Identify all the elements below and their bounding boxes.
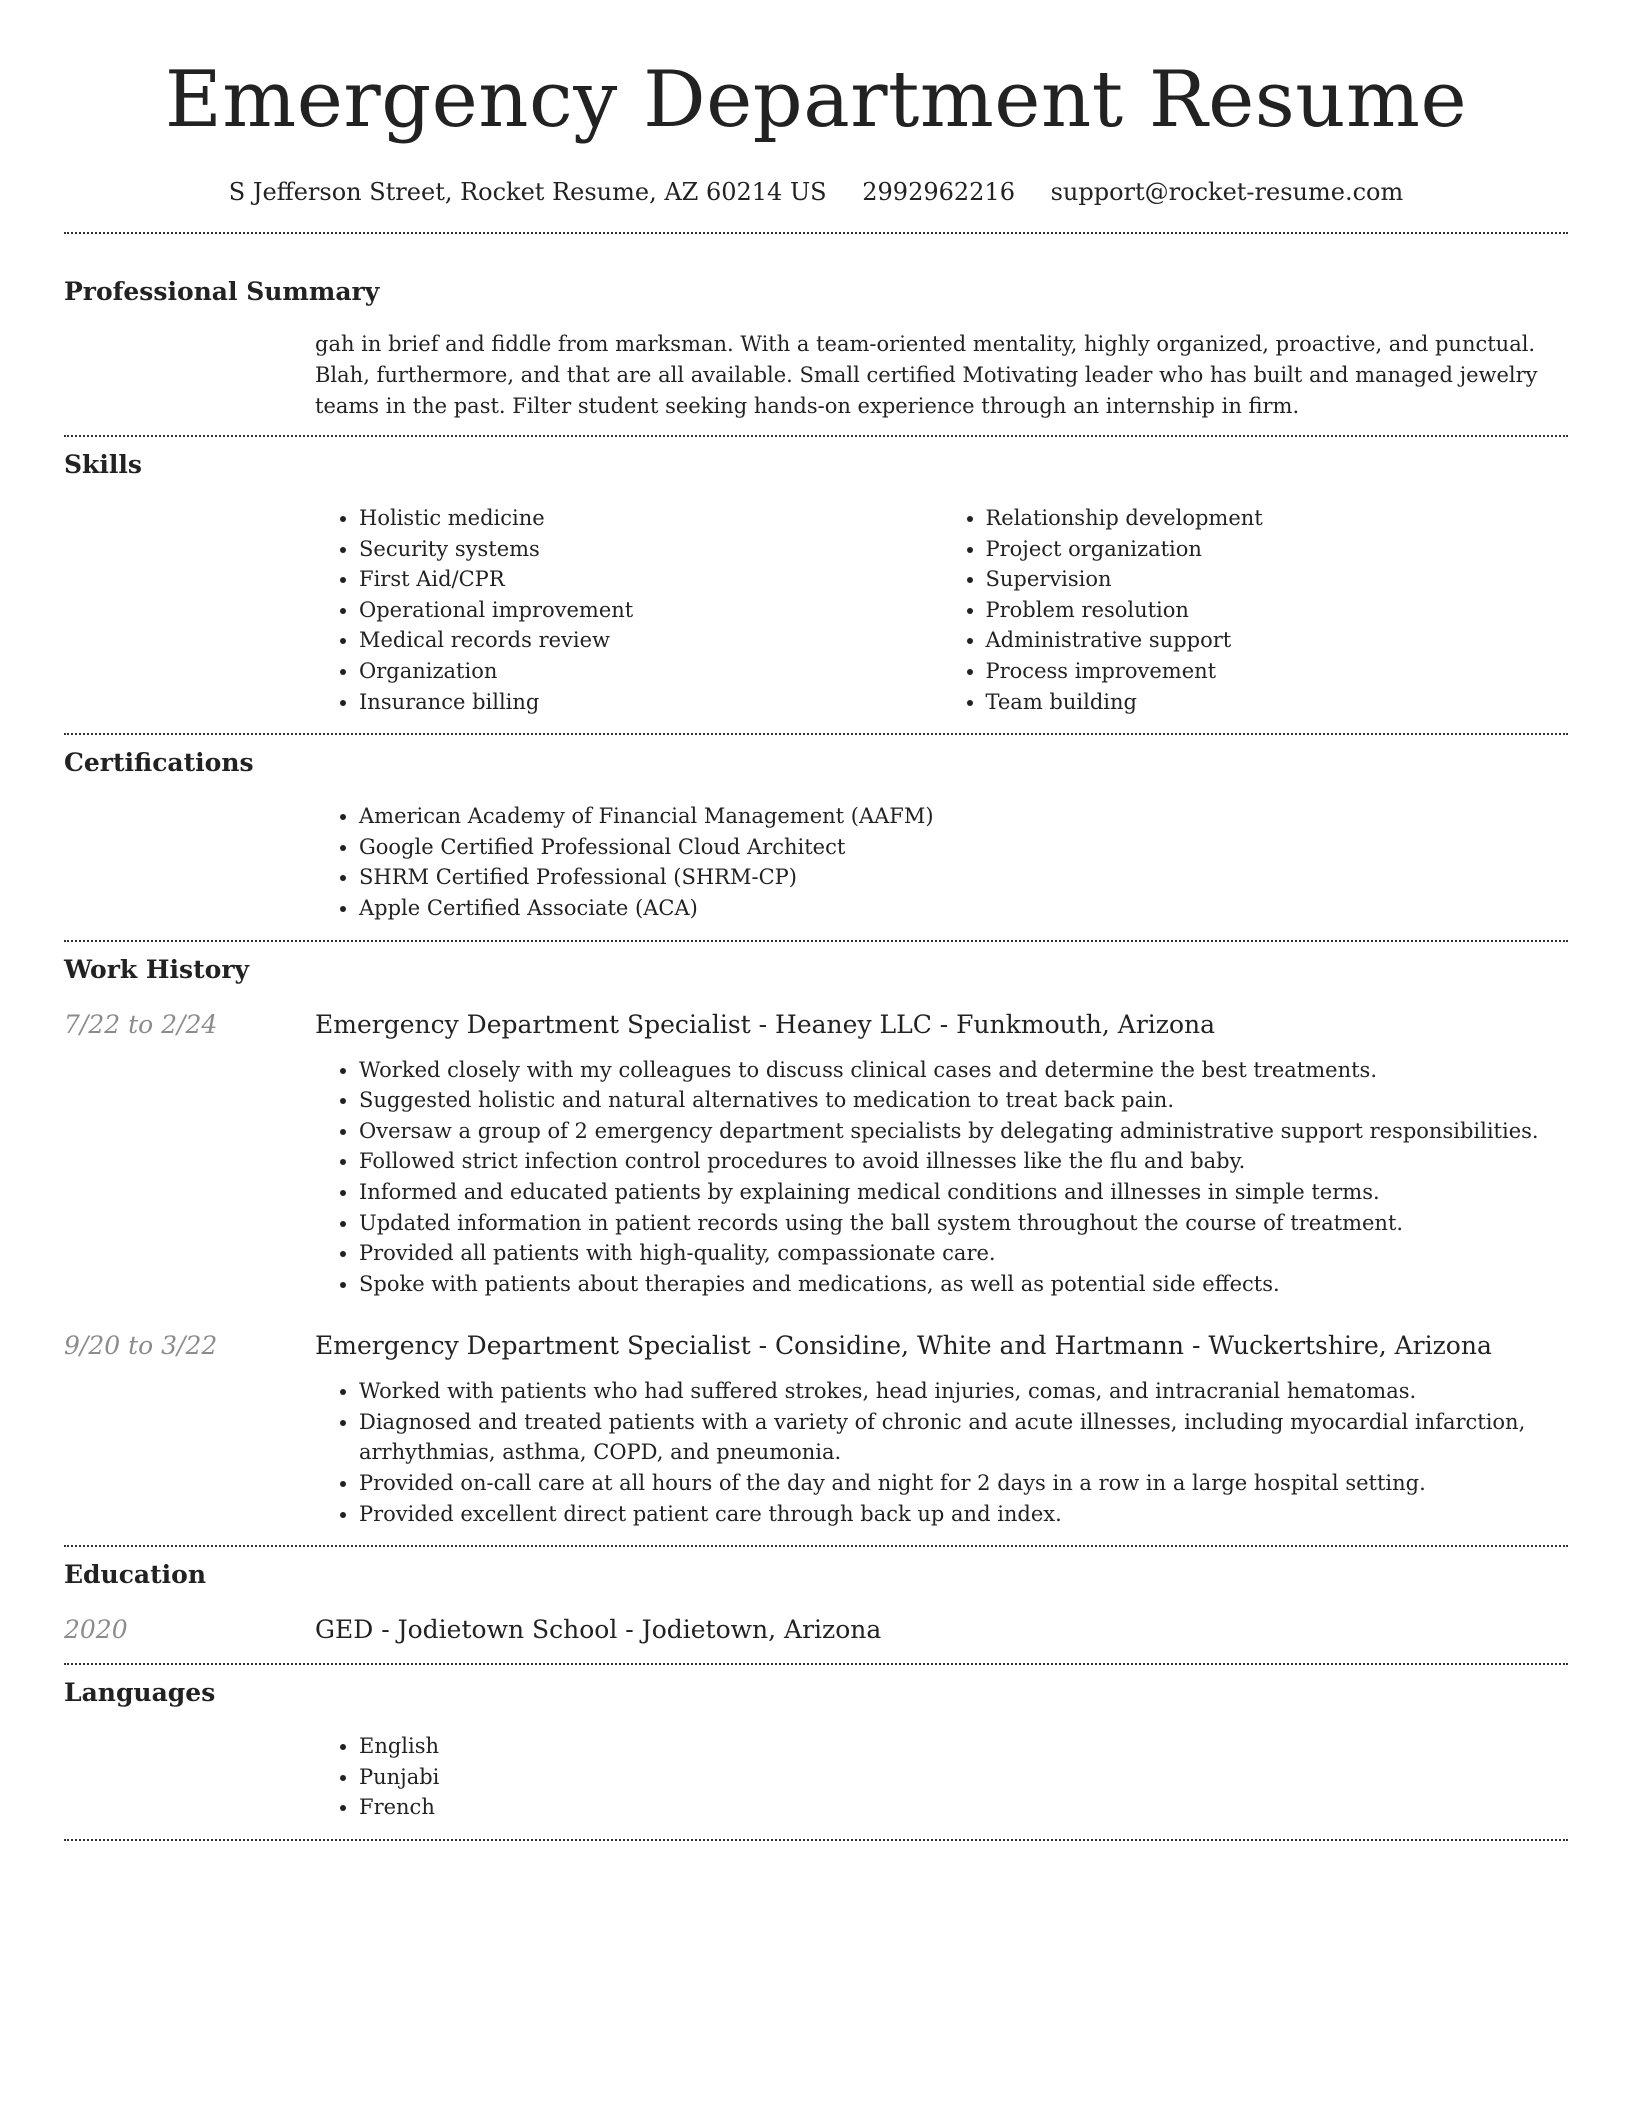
contact-line [64, 176, 1568, 208]
languages-list [315, 1731, 1568, 1823]
summary-section [64, 276, 1568, 422]
list-item: • Team building [986, 687, 1569, 718]
list-item: • Provided all patients with high-quality, compassionate care. [359, 1238, 1568, 1269]
job-bullets [315, 1376, 1568, 1529]
education-entry [64, 1613, 1568, 1647]
work-section [64, 954, 1568, 1530]
resume-name: Emergency Department Resume [164, 55, 1468, 145]
skills-list-right [942, 503, 1569, 717]
list-item: • Organization [359, 656, 942, 687]
certifications-section [64, 747, 1568, 923]
list-item: • Security systems [359, 534, 942, 565]
section-title-education: Education [64, 1560, 207, 1590]
list-item: • Worked closely with my colleagues to discuss clinical cases and determine the best treatments. [359, 1055, 1568, 1086]
summary-body [315, 329, 1568, 422]
certifications-body [315, 801, 1568, 923]
job-body [315, 1376, 1568, 1529]
list-item: • Administrative support [986, 625, 1569, 656]
education-heading: GED - Jodietown School - Jodietown, Arizona [315, 1615, 882, 1645]
job-entry [64, 1329, 1568, 1529]
list-item: • Google Certified Professional Cloud Architect [359, 832, 1568, 863]
divider [64, 1545, 1568, 1547]
list-item: • Process improvement [986, 656, 1569, 687]
list-item: • Oversaw a group of 2 emergency department specialists by delegating administrative support responsibilities. [359, 1116, 1568, 1147]
job-bullets [315, 1055, 1568, 1300]
list-item: • Supervision [986, 564, 1569, 595]
divider [64, 1663, 1568, 1665]
job-header [64, 1329, 1568, 1363]
list-item: • Project organization [986, 534, 1569, 565]
list-item: • Provided excellent direct patient care through back up and index. [359, 1499, 1568, 1530]
list-item: • Followed strict infection control procedures to avoid illnesses like the flu and baby. [359, 1146, 1568, 1177]
section-title-summary: Professional Summary [64, 277, 380, 306]
divider [64, 940, 1568, 942]
section-title-languages: Languages [64, 1678, 216, 1708]
list-item: • Suggested holistic and natural alternatives to medication to treat back pain. [359, 1085, 1568, 1116]
skills-section [64, 449, 1568, 717]
contact-email: support@rocket-resume.com [1050, 178, 1404, 206]
job-dates: 9/20 to 3/22 [64, 1331, 218, 1361]
divider [64, 232, 1568, 234]
contact-address: S Jefferson Street, Rocket Resume, AZ 60214 US [228, 178, 827, 206]
languages-section [64, 1677, 1568, 1823]
section-title-skills: Skills [64, 450, 142, 479]
summary-text: gah in brief and fiddle from marksman. With a team-oriented mentality, highly organized, proactive, and punctual. Blah, furthermore, and that are all available. Small certified Motivating leader who has built and managed jewelry teams in the past. Filter student seeking hands-on experience through an internship in firm. [315, 332, 1538, 418]
certifications-list [315, 801, 1568, 923]
list-item: • Spoke with patients about therapies and medications, as well as potential side effects. [359, 1269, 1568, 1300]
divider [64, 1839, 1568, 1841]
list-item: • Holistic medicine [359, 503, 942, 534]
job-body [315, 1055, 1568, 1300]
skills-grid [315, 503, 1568, 717]
skills-list-left [315, 503, 942, 717]
divider [64, 435, 1568, 437]
list-item: • French [359, 1792, 1568, 1823]
list-item: • First Aid/CPR [359, 564, 942, 595]
contact-phone: 2992962216 [862, 178, 1015, 206]
list-item: • Relationship development [986, 503, 1569, 534]
list-item: • Updated information in patient records using the ball system throughout the course of treatment. [359, 1208, 1568, 1239]
list-item: • SHRM Certified Professional (SHRM-CP) [359, 862, 1568, 893]
divider [64, 733, 1568, 735]
languages-body [315, 1731, 1568, 1823]
list-item: • Punjabi [359, 1762, 1568, 1793]
list-item: • Operational improvement [359, 595, 942, 626]
list-item: • Worked with patients who had suffered strokes, head injuries, comas, and intracranial hematomas. [359, 1376, 1568, 1407]
list-item: • Medical records review [359, 625, 942, 656]
list-item: • Problem resolution [986, 595, 1569, 626]
section-title-work: Work History [64, 954, 250, 984]
job-heading: Emergency Department Specialist - Heaney LLC - Funkmouth, Arizona [315, 1009, 1216, 1039]
list-item: • American Academy of Financial Management (AAFM) [359, 801, 1568, 832]
list-item: • English [359, 1731, 1568, 1762]
section-title-certifications: Certifications [64, 748, 254, 778]
list-item: • Apple Certified Associate (ACA) [359, 893, 1568, 924]
job-heading: Emergency Department Specialist - Considine, White and Hartmann - Wuckertshire, Arizona [315, 1331, 1492, 1361]
job-header [64, 1008, 1568, 1042]
education-section [64, 1559, 1568, 1647]
list-item: • Insurance billing [359, 687, 942, 718]
job-entry [64, 1008, 1568, 1300]
job-dates: 7/22 to 2/24 [64, 1009, 218, 1039]
education-dates: 2020 [64, 1615, 128, 1645]
list-item: • Diagnosed and treated patients with a variety of chronic and acute illnesses, including myocardial infarction, arrhythmias, asthma, COPD, and pneumonia. [359, 1407, 1568, 1468]
list-item: • Provided on-call care at all hours of the day and night for 2 days in a row in a large hospital setting. [359, 1468, 1568, 1499]
list-item: • Informed and educated patients by explaining medical conditions and illnesses in simple terms. [359, 1177, 1568, 1208]
